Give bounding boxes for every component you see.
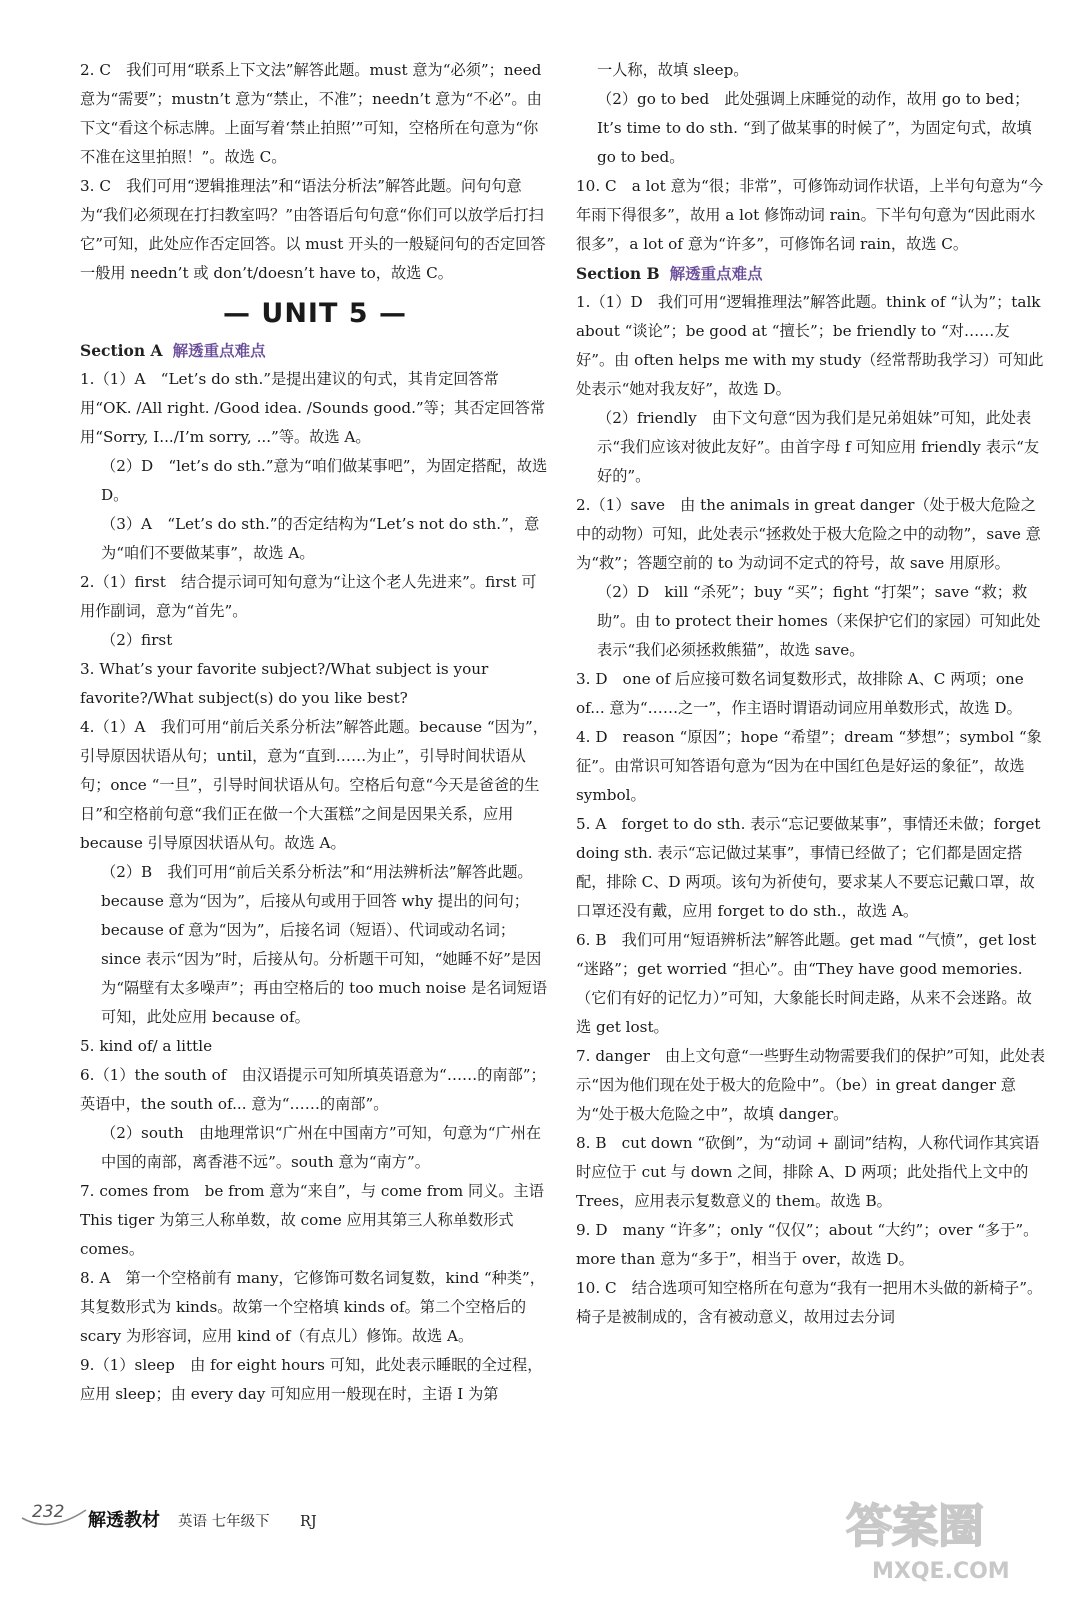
subject-label: 英语 七年级下	[178, 1514, 270, 1530]
answer-item: （2）first	[101, 631, 173, 649]
answer-item: 7. danger 由上文句意“一些野生动物需要我们的保护”可知，此处表示“因为他们现在处于极大的危险中”。（be）in great danger 意为“处于极大危险之中”，故填 danger。	[576, 1047, 1046, 1123]
answer-item: 9. D many “许多”；only “仅仅”；about “大约”；over “多于”。more than 意为“多于”，相当于 over，故选 D。	[576, 1221, 1039, 1268]
answer-item: 2.（1）first 结合提示词可知句意为“让这个老人先进来”。first 可用作副词，意为“首先”。	[80, 573, 537, 620]
answer-item: 4.（1）A 我们可用“前后关系分析法”解答此题。because “因为”，引导原因状语从句；until，意为“直到……为止”，引导时间状语从句；once “一旦”，引导时间状语从句。空格后句意“今天是爸爸的生日”和空格前句意“我们正在做一个大蛋糕”之间是因果关系，应用 because 引导原因状语从句。故选 A。	[80, 718, 548, 852]
answer-item: 2.（1）save 由 the animals in great danger（处于极大危险之中的动物）可知，此处表示“拯救处于极大危险之中的动物”，save 意为“救”；答题空前的 to 为动词不定式的符号，故 save 用原形。	[576, 496, 1041, 572]
section-subtitle: 解透重点难点	[172, 341, 266, 360]
section-heading	[576, 259, 1046, 288]
answer-item: 一人称，故填 sleep。	[597, 61, 749, 79]
answer-list	[80, 365, 550, 1409]
answer-list	[576, 56, 1046, 259]
answer-item: （2）D “let’s do sth.”意为“咱们做某事吧”，为固定搭配，故选 D。	[101, 457, 548, 504]
answer-item: 6.（1）the south of 由汉语提示可知所填英语意为“……的南部”；英语中，the south of... 意为“……的南部”。	[80, 1066, 546, 1113]
answer-item: 5. kind of/ a little	[80, 1037, 213, 1055]
brand-name: 解透教材	[88, 1510, 160, 1531]
section-label: Section B	[576, 264, 660, 283]
answer-item: 4. D reason “原因”；hope “希望”；dream “梦想”；symbol “象征”。由常识可知答语句意为“因为在中国红色是好运的象征”，故选 symbol。	[576, 728, 1042, 804]
answer-item: 10. C a lot 意为“很；非常”，可修饰动词作状语，上半句句意为“今年雨下得很多”，故用 a lot 修饰动词 rain。下半句句意为“因此雨水很多”，a lot of 意为“许多”，可修饰名词 rain，故选 C。	[576, 177, 1044, 253]
answer-item: 1.（1）D 我们可用“逻辑推理法”解答此题。think of “认为”；talk about “谈论”；be good at “擅长”；be friendly to “对……友好”。由 often helps me with my study（经常帮助我学习）可知此处表示“她对我友好”，故选 D。	[576, 293, 1044, 398]
left-column	[80, 56, 550, 1409]
answer-item: 8. A 第一个空格前有 many，它修饰可数名词复数，kind “种类”，其复数形式为 kinds。故第一个空格填 kinds of。第二个空格后的 scary 为形容词，应用 kind of（有点儿）修饰。故选 A。	[80, 1269, 545, 1345]
section-label: Section A	[80, 341, 163, 360]
answer-item: 3. D one of 后应接可数名词复数形式，故排除 A、C 两项；one of... 意为“……之一”，作主语时谓语动词应用单数形式，故选 D。	[576, 670, 1024, 717]
unit-title: — UNIT 5 —	[223, 298, 407, 329]
page-footer	[20, 1498, 420, 1538]
answer-item: （2）friendly 由下文句意“因为我们是兄弟姐妹”可知，此处表示“我们应该对彼此友好”。由首字母 f 可知应用 friendly 表示“友好的”。	[597, 409, 1040, 485]
answer-item: 6. B 我们可用“短语辨析法”解答此题。get mad “气愤”，get lost “迷路”；get worried “担心”。由“They have good memories.（它们有好的记忆力）”可知，大象能长时间走路，从来不会迷路。故选 get lost。	[576, 931, 1037, 1036]
answer-list	[576, 288, 1046, 1332]
section-subtitle: 解透重点难点	[669, 264, 763, 283]
watermark-text: 答案圈	[846, 1499, 984, 1553]
answer-item: 3. C 我们可用“逻辑推理法”和“语法分析法”解答此题。问句句意为“我们必须现在打扫教室吗？”由答语后句句意“你们可以放学后打扫它”可知，此处应作否定回答。以 must 开头的一般疑问句的否定回答一般用 needn’t 或 don’t/doesn’t have to，故选 C。	[80, 177, 546, 282]
answer-item: 10. C 结合选项可知空格所在句意为“我有一把用木头做的新椅子”。椅子是被制成的，含有被动意义，故用过去分词	[576, 1279, 1043, 1326]
watermark-domain: MXQE.COM	[872, 1559, 1010, 1584]
answer-item: 7. comes from be from 意为“来自”，与 come from 同义。主语 This tiger 为第三人称单数，故 come 应用其第三人称单数形式 comes。	[80, 1182, 544, 1258]
watermark-logo-icon	[842, 1490, 1062, 1590]
answer-item: （2）south 由地理常识“广州在中国南方”可知，句意为“广州在中国的南部，离香港不远”。south 意为“南方”。	[101, 1124, 542, 1171]
answer-item: 1.（1）A “Let’s do sth.”是提出建议的句式，其肯定回答常用“OK. /All right. /Good idea. /Sounds good.”等；其否定回答常用“Sorry, I.../I’m sorry, ...”等。故选 A。	[80, 370, 546, 446]
edition-label: RJ	[300, 1514, 317, 1530]
answer-item: （2）B 我们可用“前后关系分析法”和“用法辨析法”解答此题。because 意为“因为”，后接从句或用于回答 why 提出的问句；because of 意为“因为”，后接名词（短语）、代词或动名词；since 表示“因为”时，后接从句。分析题干可知，“她睡不好”是因为“隔壁有太多噪声”；再由空格后的 too much noise 是名词短语可知，此处应用 because of。	[101, 863, 548, 1026]
page-number: 232	[32, 1502, 65, 1522]
answer-item: 5. A forget to do sth. 表示“忘记要做某事”，事情还未做；forget doing sth. 表示“忘记做过某事”，事情已经做了；它们都是固定搭配，排除 C、D 两项。该句为祈使句，要求某人不要忘记戴口罩，故口罩还没有戴，应用 forget to do sth.，故选 A。	[576, 815, 1041, 920]
answer-item: （3）A “Let’s do sth.”的否定结构为“Let’s not do sth.”，意为“咱们不要做某事”，故选 A。	[101, 515, 540, 562]
answer-item: 2. C 我们可用“联系上下文法”解答此题。must 意为“必须”；need 意为“需要”；mustn’t 意为“禁止，不准”；needn’t 意为“不必”。由下文“看这个标志牌。上面写着‘禁止拍照’”可知，空格所在句意为“你不准在这里拍照！”。故选 C。	[80, 61, 542, 166]
section-heading	[80, 336, 550, 365]
answer-item: （2）go to bed 此处强调上床睡觉的动作，故用 go to bed；It’s time to do sth. “到了做某事的时候了”，为固定句式，故填 go to bed。	[597, 90, 1032, 166]
right-column	[576, 56, 1046, 1332]
answer-item: 8. B cut down “砍倒”，为“动词 + 副词”结构，人称代词作其宾语时应位于 cut 与 down 之间，排除 A、D 两项；此处指代上文中的 Trees，应用表示复数意义的 them。故选 B。	[576, 1134, 1040, 1210]
answer-item: （2）D kill “杀死”；buy “买”；fight “打架”；save “救；救助”。由 to protect their homes（来保护它们的家园）可知此处表示“我们必须拯救熊猫”，故选 save。	[597, 583, 1041, 659]
answer-item: 9.（1）sleep 由 for eight hours 可知，此处表示睡眠的全过程，应用 sleep；由 every day 可知应用一般现在时，主语 I 为第	[80, 1356, 543, 1403]
answer-item: 3. What’s your favorite subject?/What subject is your favorite?/What subject(s) do you like best?	[80, 660, 489, 707]
